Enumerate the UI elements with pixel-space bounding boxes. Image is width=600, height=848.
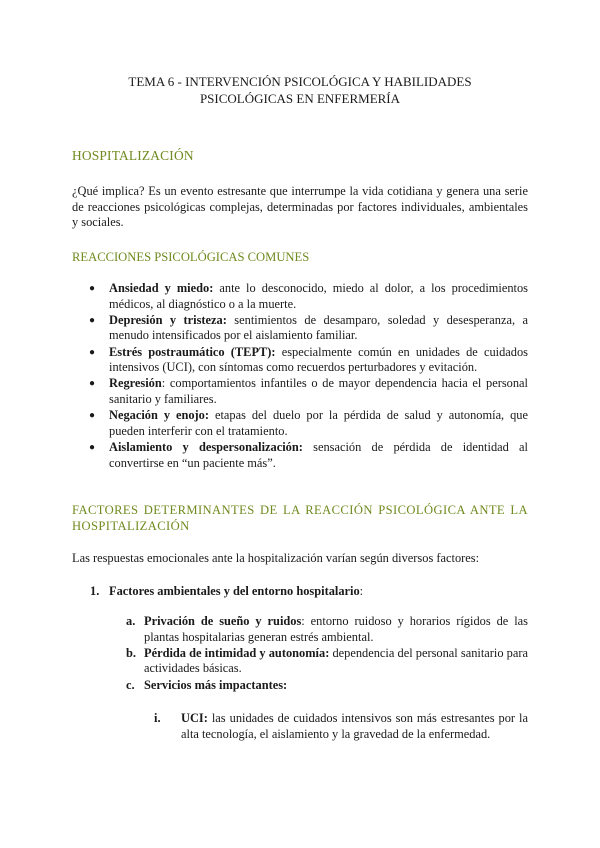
- description: especialmente común en unidades de cuidados intensivos (UCI), con síntomas como recuerdos perturbadores y evitación.: [109, 344, 528, 375]
- servicio-text: [181, 711, 528, 742]
- term: Servicios más impactantes: [144, 677, 284, 692]
- description: comportamientos infantiles o de mayor dependencia hacia el personal sanitario y familiares.: [109, 376, 528, 406]
- title-line-1: TEMA 6 - INTERVENCIÓN PSICOLÓGICA Y HABILIDADES: [128, 74, 472, 89]
- term: Aislamiento y despersonalización: [109, 439, 299, 454]
- list-item: [72, 281, 528, 312]
- list-item: [72, 440, 528, 471]
- list-item: [72, 313, 528, 344]
- subfactores-list: [126, 614, 528, 694]
- description: dependencia del personal sanitario para actividades básicas.: [144, 645, 528, 676]
- bullet-icon: ●: [89, 441, 96, 453]
- reacciones-list: [72, 281, 528, 472]
- description: las unidades de cuidados intensivos son más estresantes por la alta tecnología, el aislamiento y la gravedad de la enfermedad.: [181, 711, 528, 741]
- term: Negación y enojo: [109, 408, 205, 423]
- factores-intro: Las respuestas emocionales ante la hospitalización varían según diversos factores:: [72, 551, 480, 565]
- bullet-icon: ●: [89, 314, 96, 326]
- term: Depresión y tristeza: [109, 312, 223, 327]
- term-sep: :: [204, 408, 210, 423]
- list-marker: a.: [126, 614, 136, 628]
- list-marker: b.: [126, 645, 136, 660]
- intro-paragraph: ¿Qué implica? Es un evento estresante que interrumpe la vida cotidiana y genera una serie de reacciones psicológicas complejas, determinadas por factores individuales, ambientales y sociales.: [72, 184, 528, 230]
- factor-1: [90, 584, 530, 600]
- term-sep: :: [222, 312, 227, 327]
- term: Regresión: [109, 376, 162, 391]
- term-sep: :: [325, 645, 330, 660]
- term: UCI: [181, 711, 204, 725]
- description: etapas del duelo por la pérdida de salud y autonomía, que pueden interferir con el tratamiento.: [109, 408, 528, 438]
- list-item: [72, 345, 528, 376]
- list-item: [72, 376, 528, 407]
- list-item: [126, 614, 528, 645]
- document-title: [70, 74, 530, 107]
- description: ante lo desconocido, miedo al dolor, a los procedimientos médicos, al diagnóstico o a la muerte.: [109, 281, 528, 311]
- term-sep: :: [209, 281, 214, 295]
- term: Estrés postraumático (TEPT): [109, 344, 272, 359]
- bullet-icon: ●: [89, 378, 96, 390]
- list-item: [126, 646, 528, 677]
- list-item: [72, 408, 528, 439]
- term-sep: :: [301, 614, 305, 628]
- list-marker: i.: [154, 711, 161, 725]
- factor-label: Factores ambientales y del entorno hospitalario: [109, 584, 360, 598]
- bullet-icon: ●: [89, 410, 96, 422]
- list-item: [126, 678, 528, 694]
- term-sep: :: [283, 677, 288, 692]
- description: entorno ruidoso y horarios rígidos de las plantas hospitalarias generan estrés ambiental.: [144, 614, 528, 644]
- heading-reacciones: REACCIONES PSICOLÓGICAS COMUNES: [72, 250, 310, 264]
- term-sep: :: [298, 439, 303, 454]
- term: Pérdida de intimidad y autonomía: [144, 645, 326, 660]
- description: sensación de pérdida de identidad al convertirse en “un paciente más”.: [109, 439, 528, 470]
- factor-sep: :: [359, 584, 364, 598]
- term-sep: :: [161, 376, 166, 391]
- term-sep: :: [271, 344, 276, 359]
- list-marker: c.: [126, 677, 135, 692]
- term: Privación de sueño y ruidos: [144, 614, 302, 628]
- description: sentimientos de desamparo, soledad y desesperanza, a menudo intensificados por el aislamiento familiar.: [109, 312, 528, 343]
- bullet-icon: ●: [89, 283, 96, 294]
- servicio-uci: [154, 711, 528, 742]
- bullet-icon: ●: [89, 346, 96, 358]
- list-marker: 1.: [90, 584, 100, 598]
- heading-factores: FACTORES DETERMINANTES DE LA REACCIÓN PSICOLÓGICA ANTE LA HOSPITALIZACIÓN: [72, 503, 528, 533]
- heading-hospitalizacion: HOSPITALIZACIÓN: [72, 148, 194, 163]
- term: Ansiedad y miedo: [109, 281, 210, 295]
- title-line-2: PSICOLÓGICAS EN ENFERMERÍA: [199, 90, 401, 106]
- term-sep: :: [203, 711, 208, 725]
